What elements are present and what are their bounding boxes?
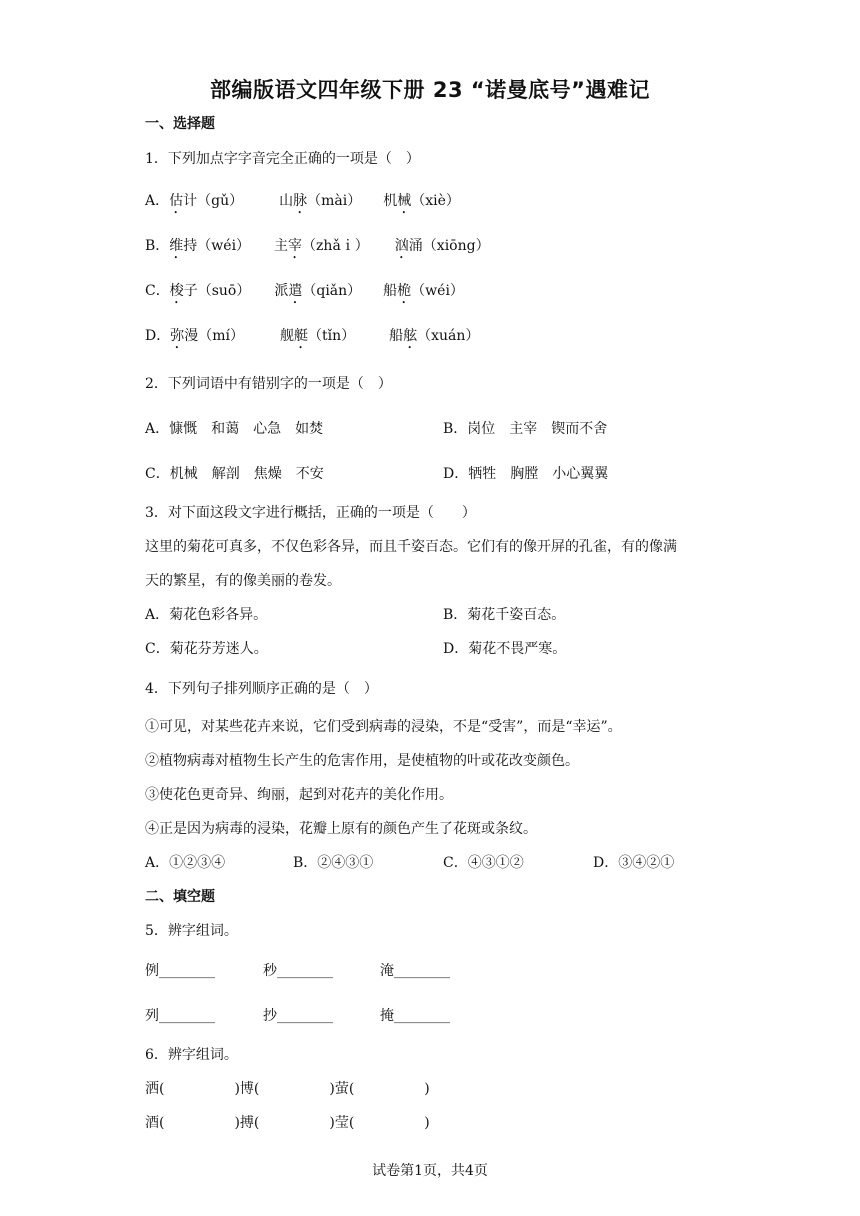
question-5-blank-5[interactable]: 抄________ bbox=[263, 1008, 333, 1024]
question-5-blank-4[interactable]: 列________ bbox=[145, 1008, 215, 1024]
question-4-sentence-3: ③使花色更奇异、绚丽，起到对花卉的美化作用。 bbox=[145, 787, 453, 803]
question-3-stem: 3．对下面这段文字进行概括，正确的一项是（ ） bbox=[145, 505, 476, 521]
question-3-passage-line-1: 这里的菊花可真多，不仅色彩各异，而且千姿百态。它们有的像开屏的孔雀，有的像满 bbox=[145, 539, 677, 555]
question-1-option-d: D．弥漫（mí） 舰艇（tǐn） 船舷（xuán） bbox=[145, 328, 480, 344]
question-1-option-a: A．估计（gǔ） 山脉（mài） 机械（xiè） bbox=[145, 193, 460, 209]
question-5-blank-6[interactable]: 掩________ bbox=[380, 1008, 450, 1024]
section-heading-fill: 二、填空题 bbox=[145, 889, 215, 905]
question-3-passage-line-2: 天的繁星，有的像美丽的卷发。 bbox=[145, 573, 341, 589]
question-6-stem: 6．辨字组词。 bbox=[145, 1047, 238, 1063]
question-4-option-d: D．③④②① bbox=[593, 855, 675, 871]
question-4-sentence-1: ①可见，对某些花卉来说，它们受到病毒的浸染，不是“受害”，而是“幸运”。 bbox=[145, 719, 622, 735]
question-5-stem: 5．辨字组词。 bbox=[145, 923, 238, 939]
question-5-blank-1[interactable]: 例________ bbox=[145, 963, 215, 979]
section-heading-choice: 一、选择题 bbox=[145, 116, 215, 132]
page-title: 部编版语文四年级下册 23 “诺曼底号”遇难记 bbox=[210, 78, 650, 102]
question-4-sentence-4: ④正是因为病毒的浸染，花瓣上原有的颜色产生了花斑或条纹。 bbox=[145, 821, 537, 837]
question-5-blank-3[interactable]: 淹________ bbox=[380, 963, 450, 979]
question-6-row-2[interactable]: 酒( )搏( )莹( ) bbox=[145, 1115, 430, 1131]
question-4-option-b: B．②④③① bbox=[293, 855, 374, 871]
question-3-option-c: C．菊花芬芳迷人。 bbox=[145, 641, 268, 657]
question-1-stem: 1．下列加点字字音完全正确的一项是（ ） bbox=[145, 151, 420, 167]
question-4-stem: 4．下列句子排列顺序正确的是（ ） bbox=[145, 681, 378, 697]
question-2-option-c: C．机械 解剖 焦燥 不安 bbox=[145, 466, 324, 482]
question-4-sentence-2: ②植物病毒对植物生长产生的危害作用，是使植物的叶或花改变颜色。 bbox=[145, 753, 579, 769]
question-5-blank-2[interactable]: 秒________ bbox=[263, 963, 333, 979]
question-3-option-d: D．菊花不畏严寒。 bbox=[443, 641, 567, 657]
question-6-row-1[interactable]: 洒( )博( )萤( ) bbox=[145, 1081, 430, 1097]
question-3-option-a: A．菊花色彩各异。 bbox=[145, 607, 268, 623]
question-4-option-a: A．①②③④ bbox=[145, 855, 226, 871]
question-1-option-c: C．梭子（suō） 派遣（qiǎn） 船桅（wéi） bbox=[145, 283, 464, 299]
question-2-option-b: B．岗位 主宰 锲而不舍 bbox=[443, 421, 608, 437]
question-3-option-b: B．菊花千姿百态。 bbox=[443, 607, 566, 623]
page-footer: 试卷第1页，共4页 bbox=[372, 1163, 488, 1179]
question-1-option-b: B．维持（wéi） 主宰（zhǎｉ） 汹涌（xiōng） bbox=[145, 238, 490, 254]
question-4-option-c: C．④③①② bbox=[443, 855, 524, 871]
question-2-option-d: D．牺牲 胸膛 小心翼翼 bbox=[443, 466, 609, 482]
question-2-stem: 2．下列词语中有错别字的一项是（ ） bbox=[145, 376, 392, 392]
question-2-option-a: A．慷慨 和蔼 心急 如焚 bbox=[145, 421, 324, 437]
